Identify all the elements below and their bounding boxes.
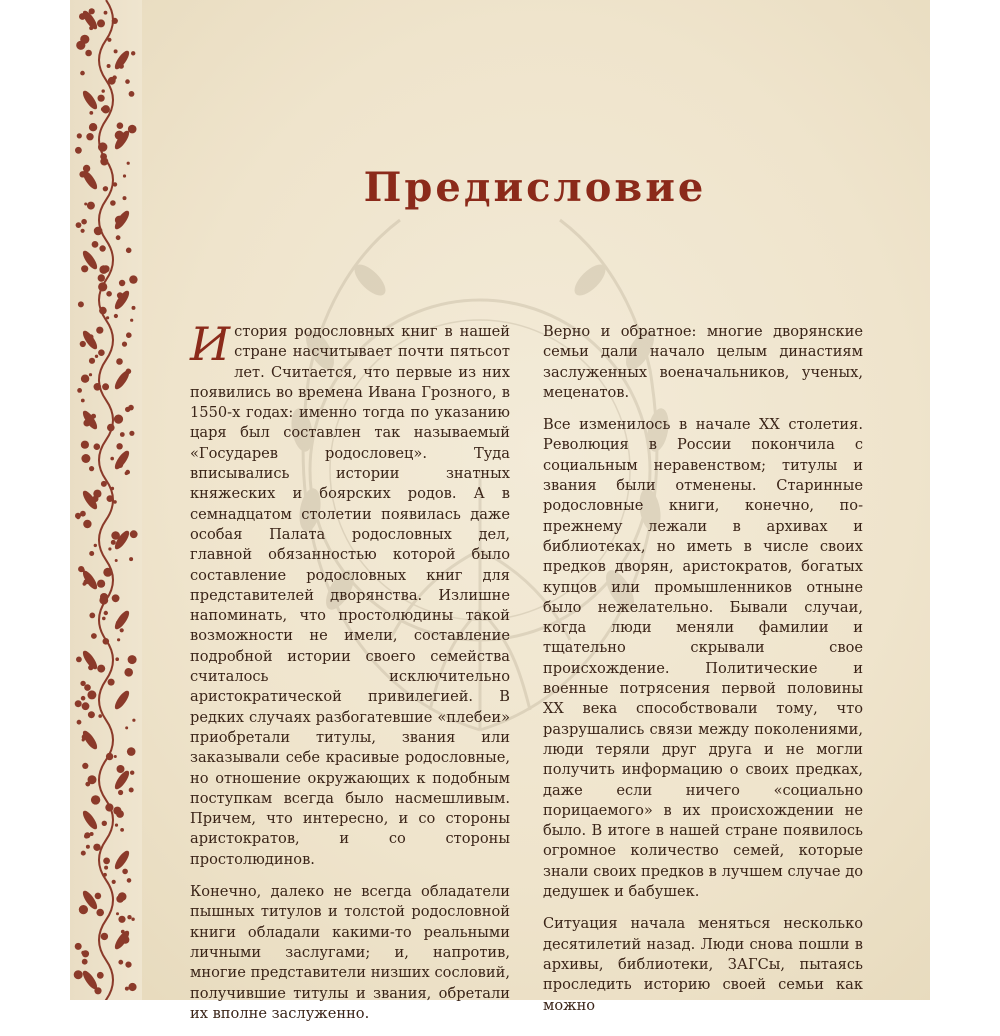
floral-ornament-border	[70, 0, 142, 1000]
text-column-left	[190, 317, 510, 1036]
paragraph: Ситуация начала меняться несколько десятилетий назад. Люди снова пошли в архивы, библиотеки, ЗАГСы, пытаясь проследить историю своей семьи как можно	[543, 915, 863, 1014]
page-title: Предисловие	[363, 164, 707, 211]
floral-vine-icon	[70, 0, 142, 1000]
paragraph	[190, 317, 510, 870]
paragraph: Верно и обратное: многие дворянские семьи дали начало целым династиям заслуженных военачальников, ученых, меценатов.	[543, 323, 863, 401]
drop-cap: И	[190, 317, 231, 371]
paragraph-text: стория родословных книг в нашей стране насчитывает почти пятьсот лет. Считается, что первые из них появились во времена Ивана Грозного, в 1550-х годах: именно тогда по указанию царя был составлен так называемый «Государев родословец». Туда вписывались истории знатных княжеских и боярских родов. А в семнадцатом столетии появилась даже особая Палата родословных дел, главной обязанностью которой было составление родословных книг для представителей дворянства. Излишне напоминать, что простолюдины такой возможности не имели, составление подробной истории своего семейства считалось исключительно аристократической привилегией. В редких случаях разбогатевшие «плебеи» приобретали титулы, звания или заказывали себе красивые родословные, но отношение окружающих к подобным поступкам всегда было насмешливым. Причем, что интересно, и со стороны аристократов, и со стороны простолюдинов.	[190, 323, 510, 868]
paragraph: Конечно, далеко не всегда обладатели пышных титулов и толстой родословной книги обладали какими-то реальными личными заслугами; и, напротив, многие представители низших сословий, получившие титулы и звания, обретали их вполне заслуженно.	[190, 883, 510, 1022]
text-column-right	[543, 322, 863, 1028]
paragraph: Все изменилось в начале XX столетия. Революция в России покончила с социальным неравенством; титулы и звания были отменены. Старинные родословные книги, конечно, по-прежнему лежали в архивах и библиотеках, но иметь в числе своих предков дворян, аристократов, богатых купцов или промышленников отныне было нежелательно. Бывали случаи, когда люди меняли фамилии и тщательно скрывали свое происхождение. Политические и военные потрясения первой половины XX века способствовали тому, что разрушались связи между поколениями, люди теряли друг друга и не могли получить информацию о своих предках, даже если ничего «социально порицаемого» в их происхождении не было. В итоге в нашей стране появилось огромное количество семей, которые знали своих предков в лучшем случае до дедушек и бабушек.	[543, 416, 863, 901]
